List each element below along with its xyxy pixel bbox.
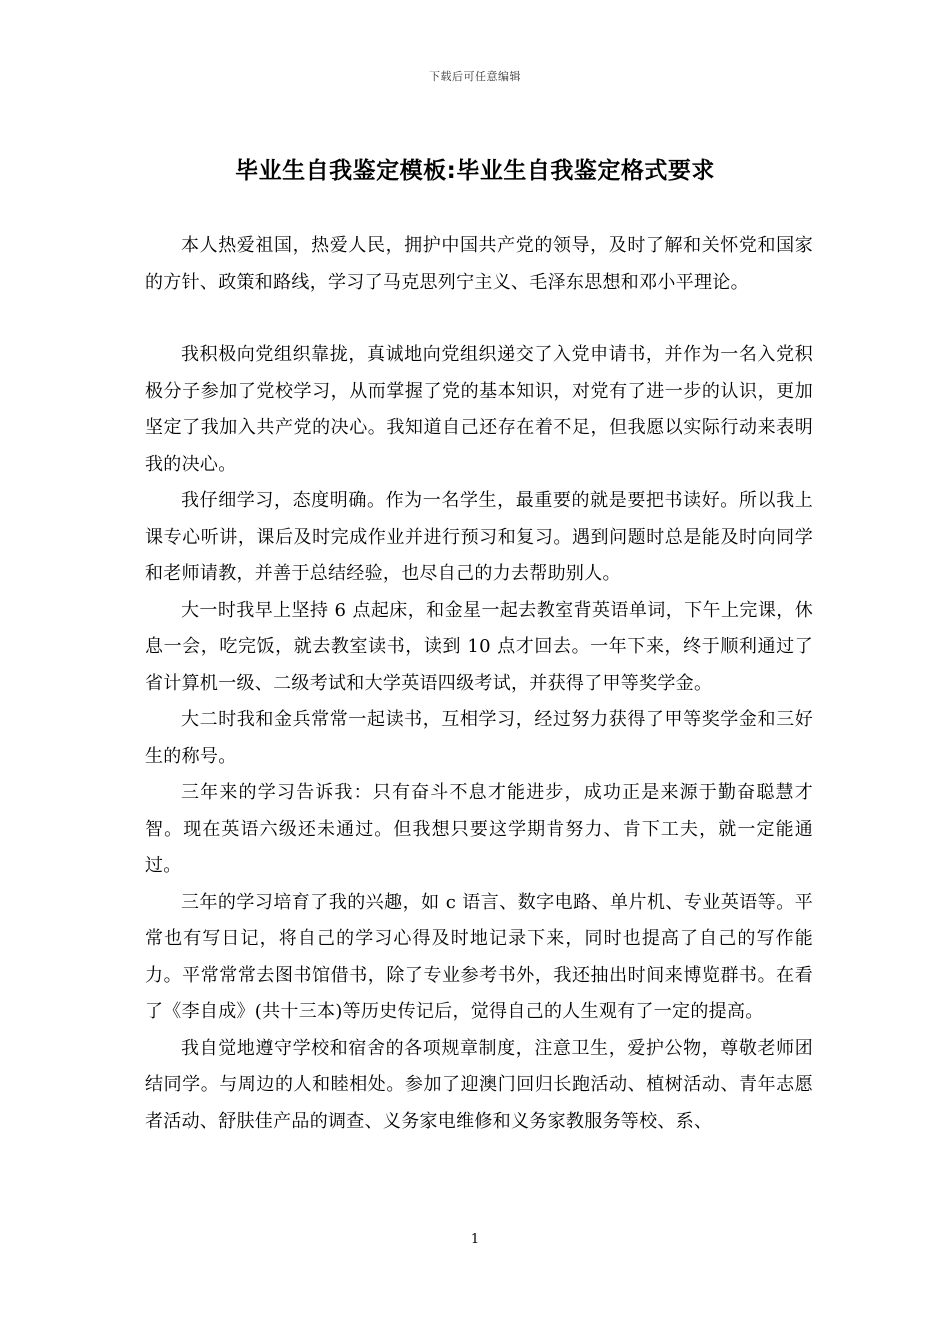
paragraph-first-year: 大一时我早上坚持 6 点起床，和金星一起去教室背英语单词，下午上完课，休息一会，吃完饭，就去教室读书，读到 10 点才回去。一年下来，终于顺利通过了省计算机一级、二级考试和大学英语四级考试，并获得了甲等奖学金。 [145,599,813,694]
paragraph-party: 我积极向党组织靠拢，真诚地向党组织递交了入党申请书，并作为一名入党积极分子参加了党校学习，从而掌握了党的基本知识，对党有了进一步的认识，更加坚定了我加入共产党的决心。我知道自己还存在着不足，但我愿以实际行动来表明我的决心。 [145,344,813,475]
paragraph-patriotism: 本人热爱祖国，热爱人民，拥护中国共产党的领导，及时了解和关怀党和国家的方针、政策和路线，学习了马克思列宁主义、毛泽东思想和邓小平理论。 [145,235,813,293]
document-title: 毕业生自我鉴定模板:毕业生自我鉴定格式要求 [235,158,715,184]
paragraph-three-years: 三年来的学习告诉我：只有奋斗不息才能进步，成功正是来源于勤奋聪慧才智。现在英语六级还未通过。但我想只要这学期肯努力、肯下工夫，就一定能通过。 [145,782,813,876]
page-number: 1 [470,1232,480,1247]
paragraph-conduct: 我自觉地遵守学校和宿舍的各项规章制度，注意卫生，爱护公物，尊敬老师团结同学。与周边的人和睦相处。参加了迎澳门回归长跑活动、植树活动、青年志愿者活动、舒肤佳产品的调查、义务家电维修和义务家教服务等校、系、 [145,1037,813,1132]
paragraph-second-year: 大二时我和金兵常常一起读书，互相学习，经过努力获得了甲等奖学金和三好生的称号。 [145,709,813,767]
paragraph-interests: 三年的学习培育了我的兴趣，如 c 语言、数字电路、单片机、专业英语等。平常也有写日记，将自己的学习心得及时地记录下来，同时也提高了自己的写作能力。平常常常去图书馆借书，除了专业参考书外，我还抽出时间来博览群书。在看了《李自成》(共十三本)等历史传记后，觉得自己的人生观有了一定的提高。 [145,891,813,1022]
paragraph-study-attitude: 我仔细学习，态度明确。作为一名学生，最重要的就是要把书读好。所以我上课专心听讲，课后及时完成作业并进行预习和复习。遇到问题时总是能及时向同学和老师请教，并善于总结经验，也尽自己的力去帮助别人。 [145,490,813,584]
header-note: 下载后可任意编辑 [429,70,521,83]
document-body [145,228,813,1140]
